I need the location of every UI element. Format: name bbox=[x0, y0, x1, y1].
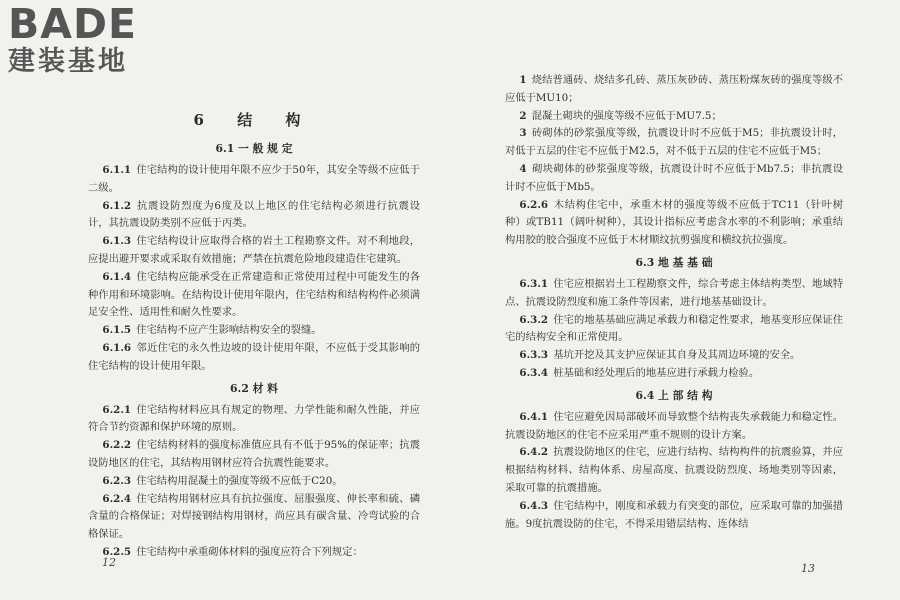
section-title-6-2: 6.2 材 料 bbox=[230, 381, 278, 395]
page-number-right: 13 bbox=[801, 562, 815, 575]
clause-6-3-4: 6.3.4 桩基础和经处理后的地基应进行承载力检验。 bbox=[519, 366, 760, 379]
right-page bbox=[505, 0, 843, 600]
clause-6-4-2: 6.4.2 抗震设防地区的住宅，应进行结构、结构构件的抗震验算，并应根据结构材料、结构体系、房屋高度、抗震设防烈度、场地类别等因素，采取可靠的抗震措施。 bbox=[505, 446, 843, 494]
clause-6-1-5: 6.1.5 住宅结构不应产生影响结构安全的裂缝。 bbox=[102, 324, 322, 337]
list-item-4: 4 砌块砌体的砂浆强度等级，抗震设计时不应低于Mb7.5；非抗震设计时不应低于Mb5。 bbox=[505, 162, 843, 193]
section-title-6-1: 6.1 一 般 规 定 bbox=[215, 142, 293, 155]
clause-6-2-3: 6.2.3 住宅结构用混凝土的强度等级不应低于C20。 bbox=[102, 474, 343, 487]
clause-6-1-6: 6.1.6 邻近住宅的永久性边坡的设计使用年限，不应低于受其影响的住宅结构的设计使用年限。 bbox=[88, 341, 420, 372]
clause-6-2-2: 6.2.2 住宅结构材料的强度标准值应具有不低于95%的保证率；抗震设防地区的住宅，其结构用钢材应符合抗震性能要求。 bbox=[88, 439, 420, 469]
clause-6-1-4: 6.1.4 住宅结构应能承受在正常建造和正常使用过程中可能发生的各种作用和环境影响。在结构设计使用年限内，住宅结构和结构构件必须满足安全性、适用性和耐久性要求。 bbox=[88, 270, 420, 319]
left-page bbox=[88, 0, 420, 600]
clause-6-1-3: 6.1.3 住宅结构设计应取得合格的岩土工程勘察文件。对不利地段，应提出避开要求或采取有效措施；严禁在抗震危险地段建造住宅建筑。 bbox=[88, 235, 420, 265]
clause-6-2-5: 6.2.5 住宅结构中承重砌体材料的强度应符合下列规定： bbox=[102, 545, 363, 558]
list-item-1: 1 烧结普通砖、烧结多孔砖、蒸压灰砂砖、蒸压粉煤灰砖的强度等级不应低于MU10； bbox=[505, 74, 843, 104]
clause-6-2-6: 6.2.6 木结构住宅中，承重木材的强度等级不应低于TC11（针叶树种）或TB11（阔叶树种），其设计指标应考虑含水率的不利影响；承重结构用胶的胶合强度不应低于木材顺纹抗剪强度和横纹抗拉强度。 bbox=[505, 198, 843, 247]
clause-6-4-1: 6.4.1 住宅应避免因局部破坏而导致整个结构丧失承载能力和稳定性。抗震设防地区的住宅不应采用严重不规则的设计方案。 bbox=[505, 410, 843, 441]
section-title-6-3: 6.3 地 基 基 础 bbox=[635, 255, 713, 269]
clause-6-2-4: 6.2.4 住宅结构用钢材应具有抗拉强度、屈服强度、伸长率和硫、磷含量的合格保证；对焊接钢结构用钢材，尚应具有碳含量、冷弯试验的合格保证。 bbox=[88, 492, 420, 541]
logo-wordmark: BADE bbox=[8, 0, 138, 48]
chapter-title: 6 结 构 bbox=[193, 111, 315, 129]
clause-6-4-3: 6.4.3 住宅结构中，刚度和承载力有突变的部位，应采取可靠的加强措施。9度抗震设防的住宅，不得采用错层结构、连体结 bbox=[505, 499, 843, 530]
clause-6-3-2: 6.3.2 住宅的地基基础应满足承载力和稳定性要求，地基变形应保证住宅的结构安全和正常使用。 bbox=[505, 313, 843, 344]
clause-6-2-1: 6.2.1 住宅结构材料应具有规定的物理、力学性能和耐久性能，并应符合节约资源和保护环境的原则。 bbox=[88, 403, 420, 434]
clause-6-3-1: 6.3.1 住宅应根据岩土工程勘察文件，综合考虑主体结构类型、地域特点、抗震设防烈度和施工条件等因素，进行地基基础设计。 bbox=[505, 277, 843, 308]
clause-6-1-1: 6.1.1 住宅结构的设计使用年限不应少于50年，其安全等级不应低于二级。 bbox=[88, 164, 420, 194]
clause-6-1-2: 6.1.2 抗震设防烈度为6度及以上地区的住宅结构必须进行抗震设计，其抗震设防类别不应低于丙类。 bbox=[88, 199, 420, 230]
list-item-2: 2 混凝土砌块的强度等级不应低于MU7.5； bbox=[519, 109, 722, 122]
page-number-left: 12 bbox=[102, 556, 116, 569]
section-title-6-4: 6.4 上 部 结 构 bbox=[635, 388, 713, 402]
list-item-3: 3 砖砌体的砂浆强度等级，抗震设计时不应低于M5；非抗震设计时，对低于五层的住宅不应低于M2.5，对不低于五层的住宅不应低于M5； bbox=[505, 127, 843, 158]
clause-6-3-3: 6.3.3 基坑开挖及其支护应保证其自身及其周边环境的安全。 bbox=[519, 349, 801, 362]
logo-subtitle: 建装基地 bbox=[8, 46, 128, 77]
